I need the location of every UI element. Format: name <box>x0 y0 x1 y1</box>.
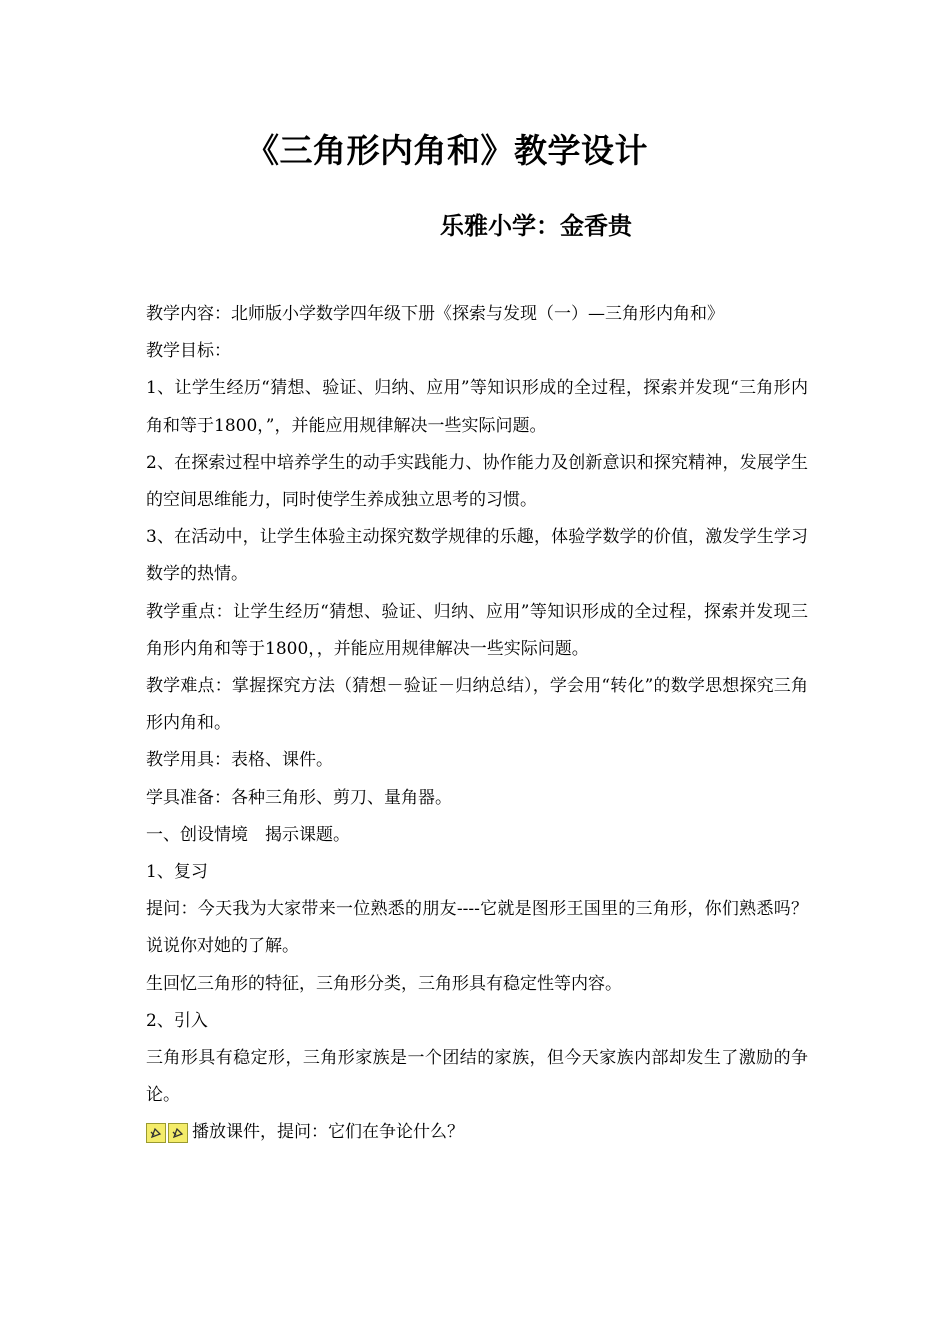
hyperlink-action-icon[interactable] <box>146 1123 166 1143</box>
review-response: 生回忆三角形的特征，三角形分类，三角形具有稳定性等内容。 <box>146 973 622 994</box>
hyperlink-action-icons[interactable] <box>146 1122 190 1144</box>
step-intro-heading: 2、引入 <box>146 1010 208 1031</box>
hyperlink-action-icon-glyph <box>171 1126 185 1140</box>
hyperlink-action-icon[interactable] <box>168 1123 188 1143</box>
student-materials: 学具准备：各种三角形、剪刀、量角器。 <box>146 787 452 808</box>
document-title: 《三角形内角和》教学设计 <box>246 131 648 170</box>
play-courseware-text: 播放课件，提问：它们在争论什么？ <box>192 1122 464 1143</box>
goal-2: 2、在探索过程中培养学生的动手实践能力、协作能力及创新意识和探究精神，发展学生的空间思维能力，同时使学生养成独立思考的习惯。 <box>146 452 808 511</box>
intro-text: 三角形具有稳定形，三角形家族是一个团结的家族，但今天家族内部却发生了激励的争论。 <box>146 1048 808 1106</box>
teaching-content: 教学内容：北师版小学数学四年级下册《探索与发现（一）—三角形内角和》 <box>146 304 724 324</box>
goal-3: 3、在活动中，让学生体验主动探究数学规律的乐趣，体验学数学的价值，激发学生学习数学的热情。 <box>146 527 808 585</box>
goal-1: 1、让学生经历“猜想、验证、归纳、应用”等知识形成的全过程，探索并发现“三角形内角和等于1800，”，并能应用规律解决一些实际问题。 <box>146 378 808 436</box>
teaching-tools: 教学用具：表格、课件。 <box>146 750 333 771</box>
review-question: 提问：今天我为大家带来一位熟悉的朋友----它就是图形王国里的三角形，你们熟悉吗？说说你对她的了解。 <box>146 899 808 957</box>
teaching-key-points: 教学重点：让学生经历“猜想、验证、归纳、应用”等知识形成的全过程，探索并发现三角形内角和等于1800，，并能应用规律解决一些实际问题。 <box>146 601 808 659</box>
document-author: 乐雅小学：金香贵 <box>440 212 632 240</box>
teaching-difficulties: 教学难点：掌握探究方法（猜想－验证－归纳总结），学会用“转化”的数学思想探究三角形内角和。 <box>146 676 808 734</box>
document-body <box>146 296 808 1152</box>
step-review-heading: 1、复习 <box>146 862 208 883</box>
teaching-goals-heading: 教学目标： <box>146 341 231 362</box>
hyperlink-action-icon-glyph <box>149 1126 163 1140</box>
section-1-heading: 一、创设情境 揭示课题。 <box>146 824 350 845</box>
play-courseware-line <box>146 1114 808 1151</box>
